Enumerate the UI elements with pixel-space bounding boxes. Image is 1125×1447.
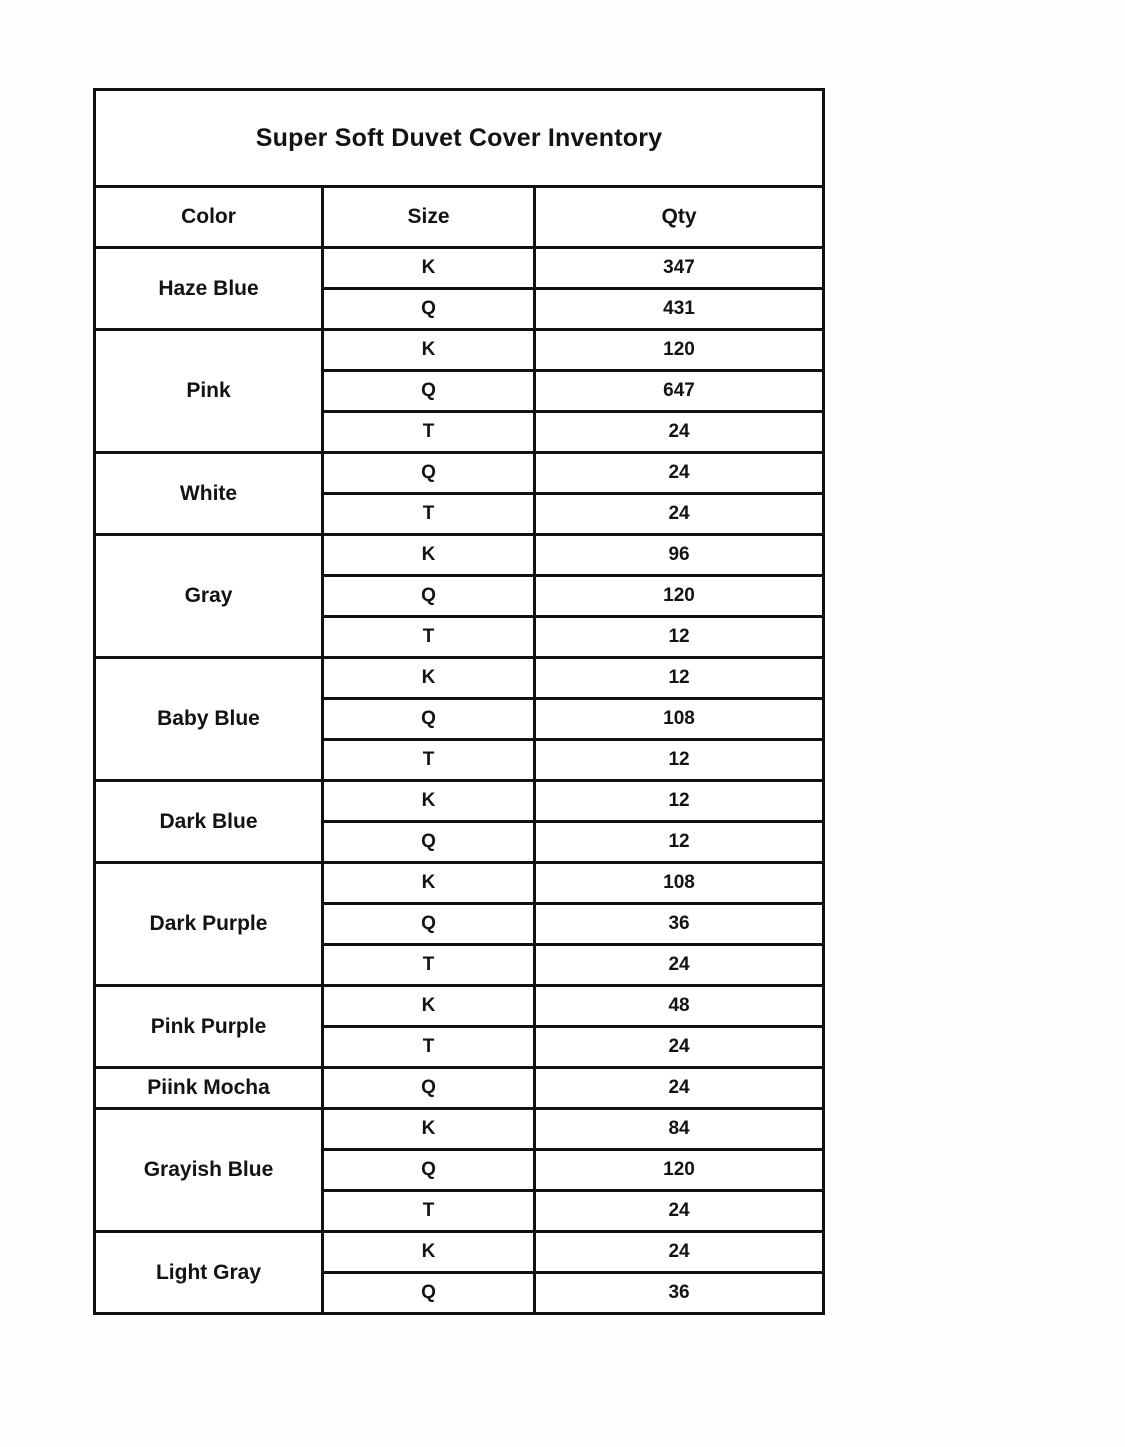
table-row [95,781,824,822]
qty-cell: 24 [535,1232,824,1273]
size-cell: Q [323,576,535,617]
size-cell: K [323,1109,535,1150]
qty-cell: 84 [535,1109,824,1150]
column-header-size: Size [323,187,535,248]
qty-cell: 24 [535,453,824,494]
size-cell: K [323,535,535,576]
size-cell: T [323,740,535,781]
color-cell: Gray [95,535,323,658]
size-cell: K [323,863,535,904]
size-cell: T [323,412,535,453]
qty-cell: 431 [535,289,824,330]
inventory-table [93,88,825,1315]
qty-cell: 347 [535,248,824,289]
table-row [95,986,824,1027]
size-cell: T [323,617,535,658]
qty-cell: 36 [535,904,824,945]
color-cell: Piink Mocha [95,1068,323,1109]
table-row [95,658,824,699]
qty-cell: 12 [535,658,824,699]
color-cell: Haze Blue [95,248,323,330]
color-cell: Grayish Blue [95,1109,323,1232]
inventory-table-body [95,90,824,1314]
table-row [95,1068,824,1109]
table-row [95,863,824,904]
column-header-qty: Qty [535,187,824,248]
table-row [95,453,824,494]
color-cell: Baby Blue [95,658,323,781]
inventory-table-container [93,88,822,1315]
table-row [95,248,824,289]
qty-cell: 96 [535,535,824,576]
qty-cell: 120 [535,330,824,371]
color-cell: Dark Purple [95,863,323,986]
qty-cell: 24 [535,1068,824,1109]
color-cell: Pink Purple [95,986,323,1068]
qty-cell: 647 [535,371,824,412]
qty-cell: 24 [535,1191,824,1232]
size-cell: Q [323,904,535,945]
size-cell: K [323,781,535,822]
size-cell: T [323,494,535,535]
color-cell: Dark Blue [95,781,323,863]
size-cell: Q [323,289,535,330]
size-cell: K [323,330,535,371]
size-cell: Q [323,1150,535,1191]
qty-cell: 24 [535,494,824,535]
size-cell: T [323,1027,535,1068]
qty-cell: 24 [535,1027,824,1068]
qty-cell: 36 [535,1273,824,1314]
size-cell: Q [323,1068,535,1109]
page-title: Super Soft Duvet Cover Inventory [95,90,824,187]
color-cell: Pink [95,330,323,453]
size-cell: K [323,658,535,699]
qty-cell: 12 [535,617,824,658]
qty-cell: 48 [535,986,824,1027]
size-cell: Q [323,699,535,740]
qty-cell: 120 [535,576,824,617]
size-cell: T [323,945,535,986]
qty-cell: 24 [535,412,824,453]
table-row [95,535,824,576]
title-row [95,90,824,187]
size-cell: Q [323,371,535,412]
qty-cell: 12 [535,740,824,781]
size-cell: Q [323,822,535,863]
table-row [95,330,824,371]
size-cell: K [323,1232,535,1273]
qty-cell: 108 [535,863,824,904]
table-row [95,1109,824,1150]
qty-cell: 24 [535,945,824,986]
column-header-color: Color [95,187,323,248]
size-cell: Q [323,1273,535,1314]
size-cell: K [323,986,535,1027]
color-cell: White [95,453,323,535]
header-row [95,187,824,248]
color-cell: Light Gray [95,1232,323,1314]
qty-cell: 12 [535,822,824,863]
qty-cell: 120 [535,1150,824,1191]
size-cell: Q [323,453,535,494]
size-cell: T [323,1191,535,1232]
qty-cell: 12 [535,781,824,822]
size-cell: K [323,248,535,289]
qty-cell: 108 [535,699,824,740]
table-row [95,1232,824,1273]
